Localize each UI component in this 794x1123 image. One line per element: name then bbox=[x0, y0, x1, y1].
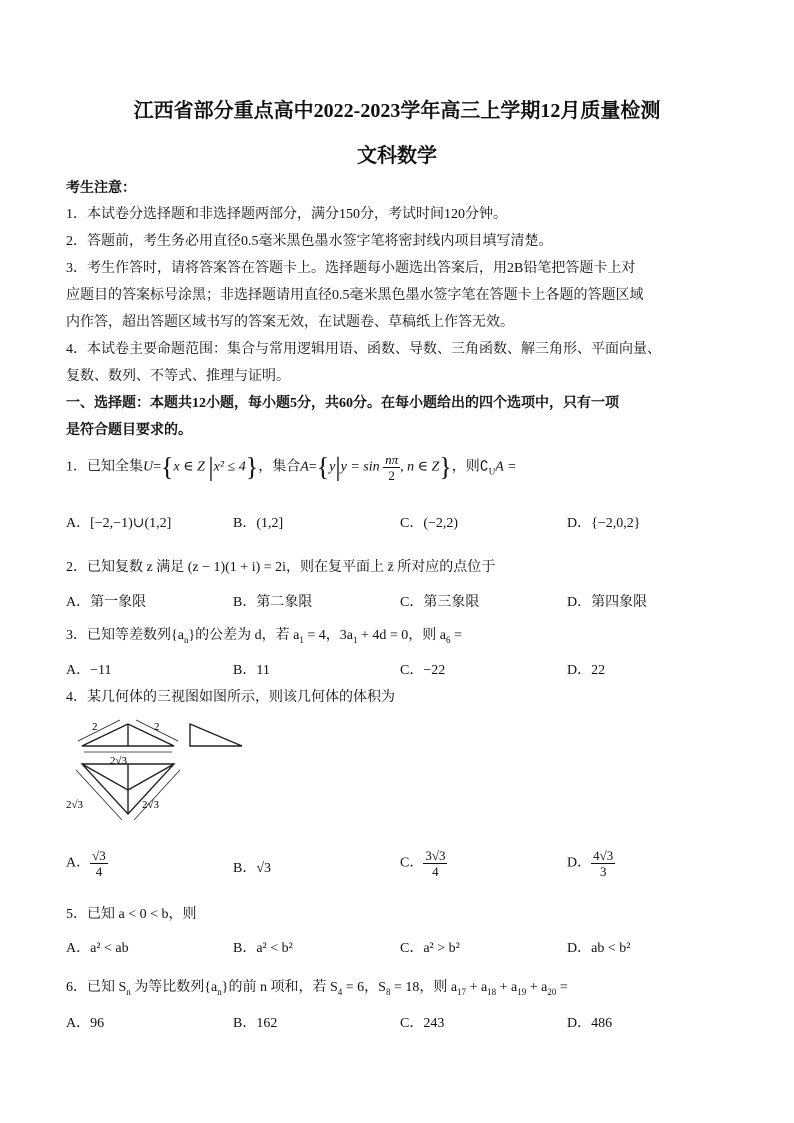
dimension-label: 2 bbox=[154, 721, 160, 733]
option-c: C．−22 bbox=[400, 663, 446, 678]
option-d: D．486 bbox=[567, 1016, 613, 1031]
page-subtitle: 文科数学 bbox=[357, 145, 437, 167]
option-a: A．96 bbox=[66, 1016, 105, 1031]
three-view-diagram bbox=[66, 712, 260, 824]
question-2-stem: 2．已知复数 z 满足 (z − 1)(1 + i) = 2i，则在复平面上 z̄ 所对应的点位于 bbox=[66, 560, 496, 575]
option-d: D．ab < b² bbox=[567, 941, 631, 956]
notice-line: 应题目的答案标号涂黑；非选择题请用直径0.5毫米黑色墨水签字笔在答题卡上各题的答题区域 bbox=[66, 288, 644, 303]
notice-heading: 考生注意： bbox=[66, 181, 136, 196]
question-4-stem: 4．某几何体的三视图如图所示，则该几何体的体积为 bbox=[66, 690, 395, 705]
option-d: D．22 bbox=[567, 663, 606, 678]
dimension-label: 2√3 bbox=[142, 799, 160, 811]
option-c: C．(−2,2) bbox=[400, 516, 459, 531]
question-1-stem: 1．已知全集U={x ∈ Z |x² ≤ 4}，集合A={y|y = sin $\frac{n\pi}{2}$ , n ∈ Z}，则$∁_UA$ = bbox=[66, 452, 517, 483]
notice-line: 2．答题前，考生务必用直径0.5毫米黑色墨水签字笔将密封线内项目填写清楚。 bbox=[66, 234, 553, 249]
option-b: B．11 bbox=[233, 663, 270, 678]
option-d: D．第四象限 bbox=[567, 595, 648, 610]
option-a: A．第一象限 bbox=[66, 595, 147, 610]
notice-line: 1．本试卷分选择题和非选择题两部分，满分150分，考试时间120分钟。 bbox=[66, 207, 507, 222]
question-6-stem: 6．已知 $S_n$ 为等比数列$\{a_n\}$的前 n 项和，若 $S_4 = 6$，$S_8 = 18$，则 $a_{17} + a_{18} + a_{19} + a_{20}$ = bbox=[66, 980, 568, 997]
notice-line: 复数、数列、不等式、推理与证明。 bbox=[66, 369, 290, 384]
option-c: C．a² > b² bbox=[400, 941, 460, 956]
notice-line: 4．本试卷主要命题范围：集合与常用逻辑用语、函数、导数、三角函数、解三角形、平面向量、 bbox=[66, 342, 661, 357]
option-a: A． $\frac{√3}{4}$ bbox=[66, 848, 106, 879]
option-b: B．(1,2] bbox=[233, 516, 284, 531]
dimension-label: 2√3 bbox=[110, 755, 128, 767]
notice-line: 内作答，超出答题区域书写的答案无效，在试题卷、草稿纸上作答无效。 bbox=[66, 315, 514, 330]
side-view-triangle bbox=[190, 724, 242, 746]
option-d: D．{−2,0,2} bbox=[567, 516, 641, 531]
question-5-stem: 5．已知 a < 0 < b，则 bbox=[66, 907, 197, 922]
question-3-stem: 3．已知等差数列$\{a_n\}$的公差为 d，若 $a_1 = 4$，$3a_1 + 4d = 0$，则 $a_6$ = bbox=[66, 628, 462, 645]
dimension-label: 2 bbox=[92, 721, 98, 733]
option-a: A．a² < ab bbox=[66, 941, 129, 956]
option-b: B．a² < b² bbox=[233, 941, 293, 956]
option-a: A．−11 bbox=[66, 663, 112, 678]
option-b: B．√3 bbox=[233, 861, 272, 876]
option-c: C．第三象限 bbox=[400, 595, 480, 610]
option-b: B．162 bbox=[233, 1016, 278, 1031]
option-c: C．243 bbox=[400, 1016, 445, 1031]
option-a: A．[−2,−1)∪(1,2] bbox=[66, 516, 172, 531]
option-d: D． $\frac{4√3}{3}$ bbox=[567, 848, 614, 879]
notice-line: 3．考生作答时，请将答案答在答题卡上。选择题每小题选出答案后，用2B铅笔把答题卡上对 bbox=[66, 261, 636, 276]
option-b: B．第二象限 bbox=[233, 595, 313, 610]
dimension-label: 2√3 bbox=[66, 799, 84, 811]
option-c: C． $\frac{3√3}{4}$ bbox=[400, 848, 446, 879]
section-heading: 一、选择题：本题共12小题，每小题5分，共60分。在每小题给出的四个选项中，只有一项 bbox=[66, 396, 619, 411]
page-title: 江西省部分重点高中2022-2023学年高三上学期12月质量检测 bbox=[133, 100, 661, 122]
section-heading: 是符合题目要求的。 bbox=[66, 423, 192, 438]
